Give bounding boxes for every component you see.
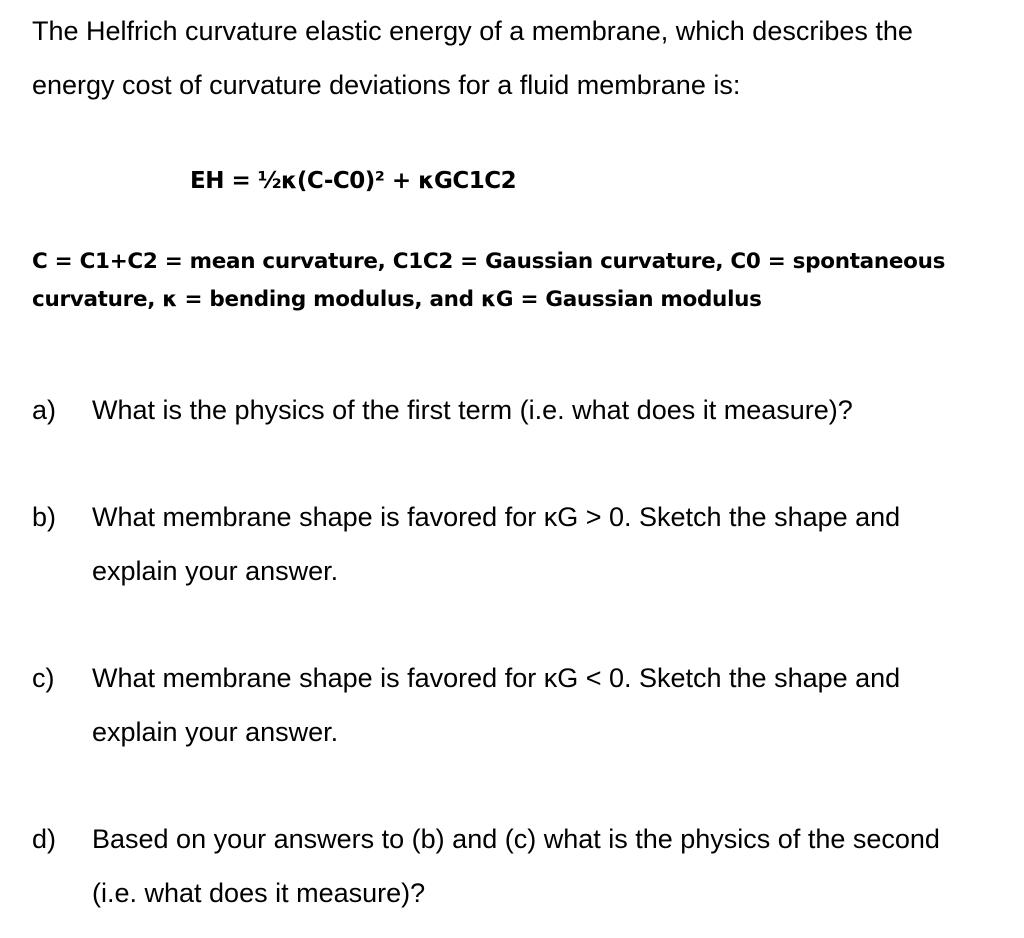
question-text: What is the physics of the first term (i.e. what does it measure)? — [92, 395, 853, 425]
definitions-paragraph: C = C1+C2 = mean curvature, C1C2 = Gaussian curvature, C0 = spontaneous curvature, κ = bending modulus, and κG = Gaussian modulus — [32, 249, 946, 312]
question-text: What membrane shape is favored for κG < 0. Sketch the shape and explain your answer. — [92, 663, 901, 747]
question-text: What membrane shape is favored for κG > 0. Sketch the shape and explain your answer. — [92, 502, 901, 586]
question-text: Based on your answers to (b) and (c) what is the physics of the second (i.e. what does it measure)? — [92, 824, 940, 908]
helfrich-formula: EH = ½κ(C-C0)² + κGC1C2 — [190, 168, 517, 194]
question-label: b) — [32, 502, 57, 532]
question-label: d) — [32, 824, 57, 854]
intro-paragraph: The Helfrich curvature elastic energy of a membrane, which describes the energy cost of curvature deviations for a fluid membrane is: — [32, 16, 913, 100]
question-label: a) — [32, 395, 57, 425]
question-label: c) — [32, 663, 55, 693]
